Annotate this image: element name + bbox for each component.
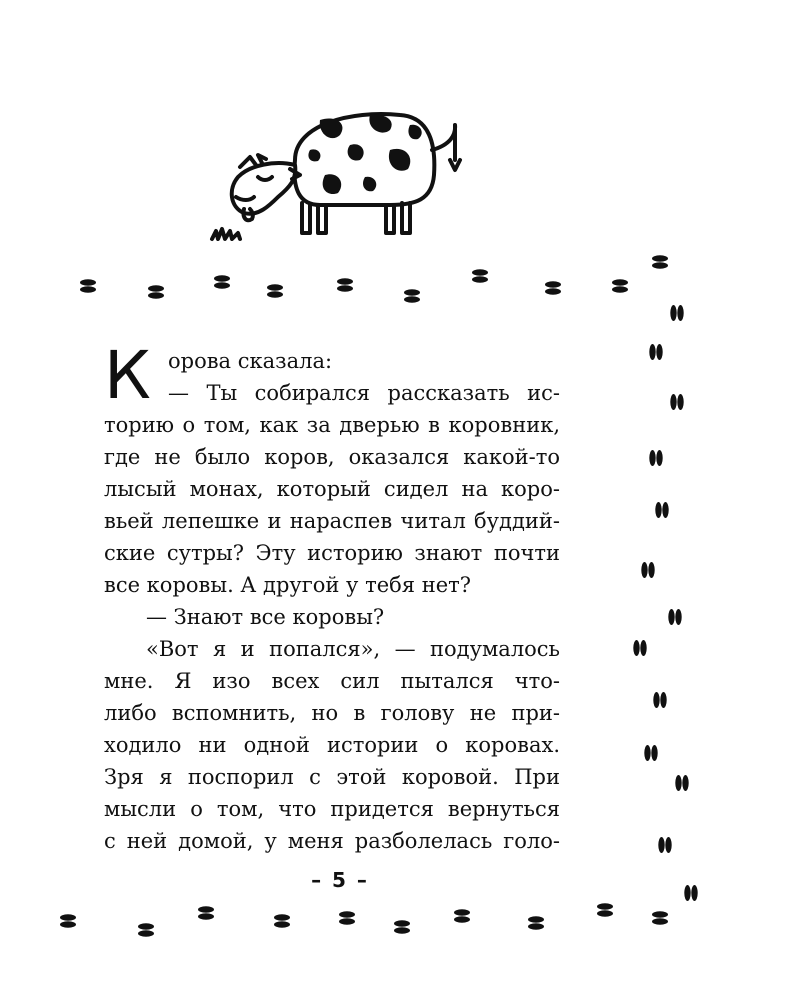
text-line: с ней домой, у меня разболелась голо- [104,829,560,853]
hoof-print-icon [394,920,410,933]
hoof-print-icon [684,885,697,901]
hoof-print-icon [214,275,230,288]
text-line: «Вот я и попался», — подумалось [146,637,560,661]
text-line: все коровы. А другой у тебя нет? [104,573,471,597]
hoof-print-icon [198,906,214,919]
text-line: вьей лепешке и нараспев читал буддий- [104,509,560,533]
hoof-print-icon [652,911,668,924]
text-line: — Ты собирался рассказать ис- [168,381,560,405]
text-line: Зря я поспорил с этой коровой. При [104,765,560,789]
hoof-print-icon [597,903,613,916]
hoof-print-icon [653,692,666,708]
text-line: торию о том, как за дверью в коровник, [104,413,560,437]
hoof-print-icon [528,916,544,929]
hoof-print-icon [404,289,420,302]
hoof-print-icon [274,914,290,927]
hoof-print-icon [649,450,662,466]
hoof-print-icon [633,640,646,656]
text-line: лысый монах, который сидел на коро- [104,477,560,501]
hoof-print-icon [454,909,470,922]
text-line: либо вспомнить, но в голову не при- [104,701,560,725]
hoof-print-icon [652,255,668,268]
page-number: – 5 – [311,868,369,892]
hoof-print-icon [649,344,662,360]
hoof-print-icon [545,281,561,294]
hoof-print-icon [658,837,671,853]
text-line: ские сутры? Эту историю знают почти [104,541,560,565]
hoof-print-icon [60,914,76,927]
text-line: — Знают все коровы? [146,605,385,629]
hoof-print-icon [670,394,683,410]
hoof-print-icon [644,745,657,761]
hoof-print-icon [80,279,96,292]
hoof-print-icon [472,269,488,282]
hoof-print-icon [339,911,355,924]
hoof-print-icon [641,562,654,578]
drop-cap: К [104,337,151,414]
text-line: мысли о том, что придется вернуться [104,797,560,821]
hoof-print-icon [675,775,688,791]
hoof-print-icon [655,502,668,518]
text-line: где не было коров, оказался какой-то [104,445,560,469]
hoof-print-icon [612,279,628,292]
text-line: мне. Я изо всех сил пытался что- [104,669,560,693]
hoof-print-icon [138,923,154,936]
hoof-print-icon [148,285,164,298]
hoof-print-icon [670,305,683,321]
hoof-print-icon [337,278,353,291]
hoof-print-icon [668,609,681,625]
hoof-print-icon [267,284,283,297]
text-line: орова сказала: [168,349,333,373]
text-line: ходило ни одной истории о коровах. [104,733,560,757]
page-text [104,337,560,857]
